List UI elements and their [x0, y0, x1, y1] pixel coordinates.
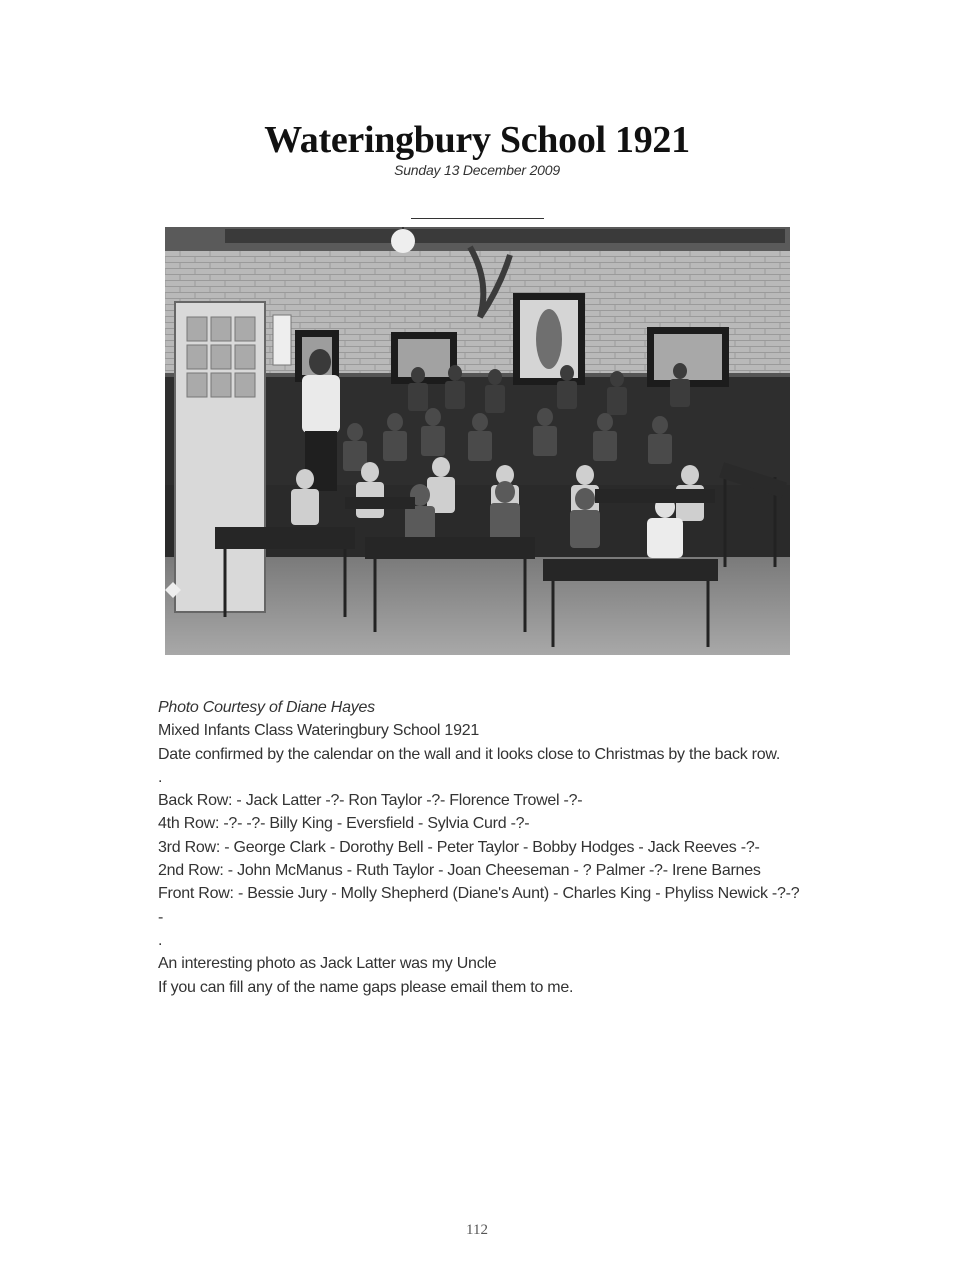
paragraph: 2nd Row: - John McManus - Ruth Taylor - Joan Cheeseman - ? Palmer -?- Irene Barnes	[158, 862, 761, 880]
post-body	[158, 696, 808, 999]
paragraph: If you can fill any of the name gaps please email them to me.	[158, 978, 574, 996]
paragraph: .	[158, 768, 163, 786]
paragraph: Mixed Infants Class Wateringbury School 1921	[158, 722, 480, 740]
photo-credit: Photo Courtesy of Diane Hayes	[158, 699, 375, 716]
paragraph: An interesting photo as Jack Latter was my Uncle	[158, 955, 497, 973]
page-number: 112	[466, 1222, 488, 1238]
paragraph: Front Row: - Bessie Jury - Molly Shepherd (Diane's Aunt) - Charles King - Phyliss Newick -?-? -	[158, 885, 800, 926]
divider-line	[411, 218, 544, 219]
class-photo	[165, 227, 790, 655]
paragraph: 4th Row: -?- -?- Billy King - Eversfield - Sylvia Curd -?-	[158, 815, 530, 833]
paragraph: Back Row: - Jack Latter -?- Ron Taylor -?- Florence Trowel -?-	[158, 792, 583, 810]
paragraph: 3rd Row: - George Clark - Dorothy Bell - Peter Taylor - Bobby Hodges - Jack Reeves -?-	[158, 838, 760, 856]
paragraph: Date confirmed by the calendar on the wall and it looks close to Christmas by the back row.	[158, 745, 781, 763]
page-title: Wateringbury School 1921	[264, 119, 690, 161]
paragraph: .	[158, 931, 163, 949]
post-date: Sunday 13 December 2009	[394, 162, 560, 178]
